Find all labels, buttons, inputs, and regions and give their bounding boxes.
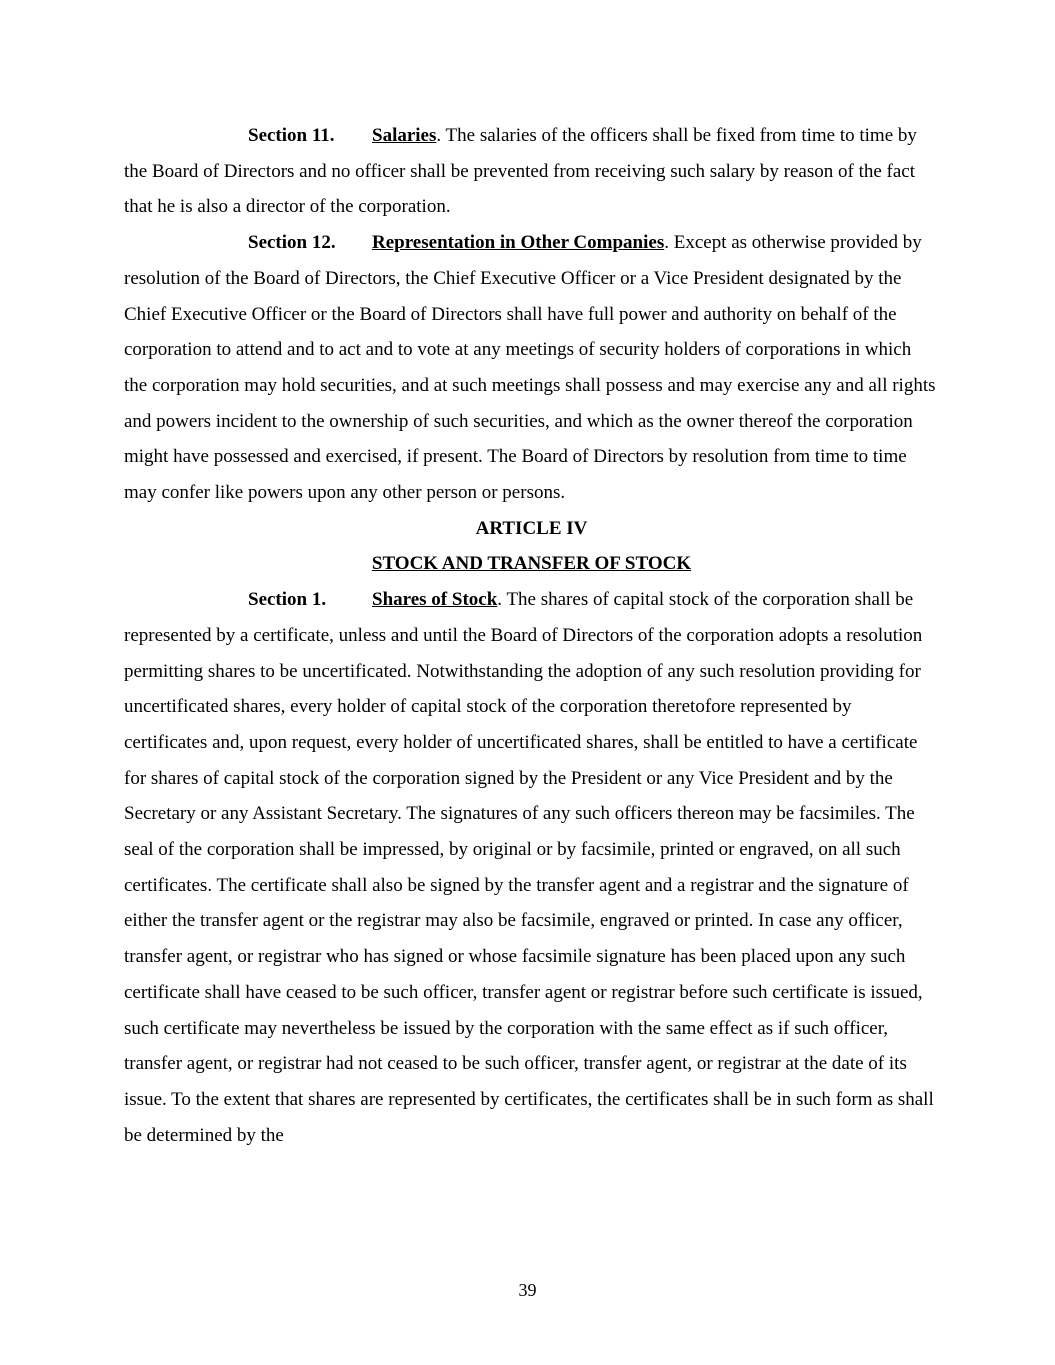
section-11-text: . The salaries of the officers shall be fixed from time to time by the Board of Directors and no officer shall be prevented from receiving such salary by reason of the fact that he is also a director of the corporation. [124, 125, 917, 218]
section-11-number: Section 11. [248, 125, 335, 146]
page-number: 39 [518, 1280, 537, 1300]
section-12-paragraph [124, 225, 939, 511]
document-page [124, 118, 939, 1153]
section-12-number: Section 12. [248, 232, 336, 254]
article-title: STOCK AND TRANSFER OF STOCK [371, 553, 692, 575]
section-1-number: Section 1. [248, 589, 327, 611]
section-1-title: Shares of Stock [372, 589, 498, 611]
article-number: ARTICLE IV [475, 517, 588, 539]
section-12-text: . Except as otherwise provided by resolution of the Board of Directors, the Chief Executive Officer or a Vice President designated by the Chief Executive Officer or the Board of Directors shall have full power and authority on behalf of the corporation to attend and to act and to vote at any meetings of security holders of corporations in which the corporation may hold securities, and at such meetings shall possess and may exercise any and all rights and powers incident to the ownership of such securities, and which as the owner thereof the corporation might have possessed and exercised, if present. The Board of Directors by resolution from time to time may confer like powers upon any other person or persons. [124, 232, 936, 504]
section-12-title: Representation in Other Companies [372, 232, 665, 254]
section-11-paragraph [124, 118, 939, 225]
section-11-title: Salaries [372, 125, 437, 146]
section-1-paragraph [124, 582, 939, 1153]
section-1-text: . The shares of capital stock of the corporation shall be represented by a certificate, unless and until the Board of Directors of the corporation adopts a resolution permitting shares to be uncertificated. Notwithstanding the adoption of any such resolution providing for uncertificated shares, every holder of capital stock of the corporation theretofore represented by certificates and, upon request, every holder of uncertificated shares, shall be entitled to have a certificate for shares of capital stock of the corporation signed by the President or any Vice President and by the Secretary or any Assistant Secretary. The signatures of any such officers thereon may be facsimiles. The seal of the corporation shall be impressed, by original or by facsimile, printed or engraved, on all such certificates. The certificate shall also be signed by the transfer agent and a registrar and the signature of either the transfer agent or the registrar may also be facsimile, engraved or printed. In case any officer, transfer agent, or registrar who has signed or whose facsimile signature has been placed upon any such certificate shall have ceased to be such officer, transfer agent or registrar before such certificate is issued, such certificate may nevertheless be issued by the corporation with the same effect as if such officer, transfer agent, or registrar had not ceased to be such officer, transfer agent, or registrar at the date of its issue. To the extent that shares are represented by certificates, the certificates shall be in such form as shall be determined by the [124, 589, 934, 1146]
